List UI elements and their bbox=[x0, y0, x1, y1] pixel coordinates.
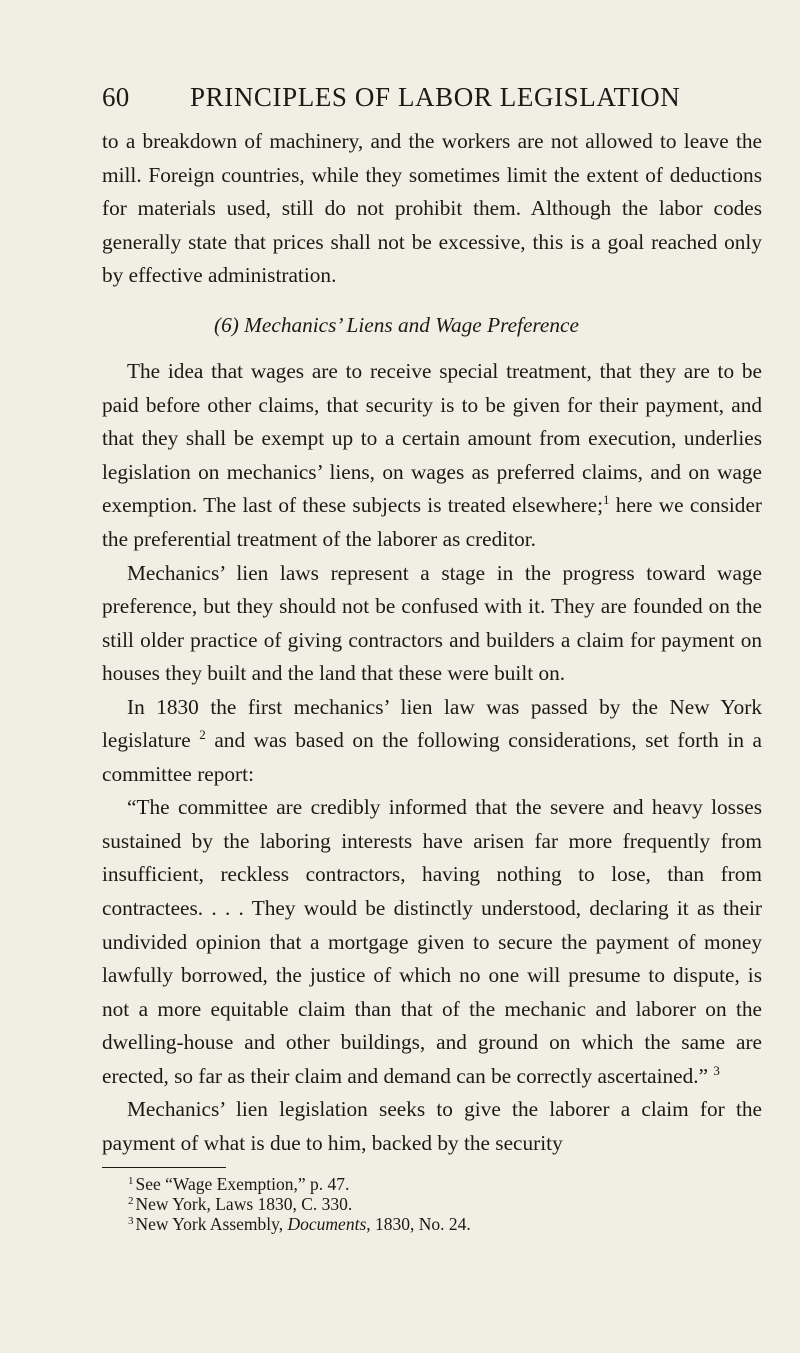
paragraph-wage-treatment bbox=[102, 355, 762, 556]
running-head bbox=[102, 82, 762, 113]
footnotes bbox=[102, 1174, 762, 1234]
footnote-italic-title: Documents bbox=[287, 1214, 367, 1235]
footnote-mark: 1 bbox=[128, 1175, 134, 1188]
footnote-text: See “Wage Exemption,” p. 47. bbox=[135, 1174, 350, 1195]
page-number: 60 bbox=[102, 82, 130, 112]
footnote-ref-2: 2 bbox=[199, 727, 206, 743]
footnote-mark: 3 bbox=[128, 1215, 134, 1228]
paragraph-text: The idea that wages are to receive special treatment, that they are to be paid before other claims, that security is to be given for their payment, and that they shall be exempt up to a certain amount from execution, underlies legislation on mechanics’ liens, on wages as preferred claims, and on wage exemption. The last of these subjects is treated elsewhere; bbox=[102, 359, 762, 518]
footnote-text: New York Assembly, bbox=[135, 1214, 288, 1235]
footnote-ref-1: 1 bbox=[603, 492, 610, 508]
footnote-text: New York, Laws 1830, C. 330. bbox=[135, 1194, 353, 1215]
footnote-ref-3: 3 bbox=[713, 1062, 720, 1078]
section-heading bbox=[102, 309, 762, 343]
paragraph-text: here we consider the preferential treatment of the laborer as creditor. bbox=[102, 493, 762, 552]
footnote-mark: 2 bbox=[128, 1195, 134, 1208]
footnote-text: , 1830, No. 24. bbox=[366, 1214, 471, 1235]
section-number: (6) bbox=[214, 312, 239, 337]
paragraph-text: In 1830 the first mechanics’ lien law was passed by the New York legislature bbox=[102, 694, 762, 753]
paragraph-lien-legislation: Mechanics’ lien legislation seeks to give the laborer a claim for the payment of what is due to him, backed by the security bbox=[102, 1097, 762, 1155]
paragraph-lien-laws: Mechanics’ lien laws represent a stage in the progress toward wage preference, but they should not be confused with it. They are founded on the still older practice of giving contractors and builders a claim for payment on houses they built and the land that these were built on. bbox=[102, 560, 762, 686]
committee-quotation bbox=[102, 791, 762, 1093]
footnote-rule bbox=[102, 1167, 226, 1168]
section-title: Mechanics’ Liens and Wage Preference bbox=[244, 312, 579, 337]
quotation-text: “The committee are credibly informed that the severe and heavy losses sustained by the laboring interests have arisen far more frequently from insufficient, reckless contractors, having nothing to lose, than from contractees. . . . They would be distinctly understood, declaring it as their undivided opinion that a mortgage given to secure the payment of money lawfully borrowed, the justice of which no one will presume to dispute, is not a more equitable claim than that of the mechanic and laborer on the dwelling-house and other buildings, and ground on which the same are erected, so far as their claim and demand can be correctly ascertained.” bbox=[102, 795, 762, 1088]
running-head-title: PRINCIPLES OF LABOR LEGISLATION bbox=[190, 82, 681, 112]
footnote-3 bbox=[128, 1214, 762, 1234]
paragraph-text: and was based on the following considerations, set forth in a committee report: bbox=[102, 728, 762, 786]
body-text bbox=[102, 125, 762, 1160]
footnote-2 bbox=[128, 1194, 762, 1214]
paragraph-1830-law bbox=[102, 691, 762, 792]
footnote-1 bbox=[128, 1174, 762, 1194]
paragraph-continued: to a breakdown of machinery, and the workers are not allowed to leave the mill. Foreign countries, while they sometimes limit the extent of deductions for materials used, still do not prohibit them. Although the labor codes generally state that prices shall not be excessive, this is a goal reached only by effective administration. bbox=[102, 129, 762, 288]
